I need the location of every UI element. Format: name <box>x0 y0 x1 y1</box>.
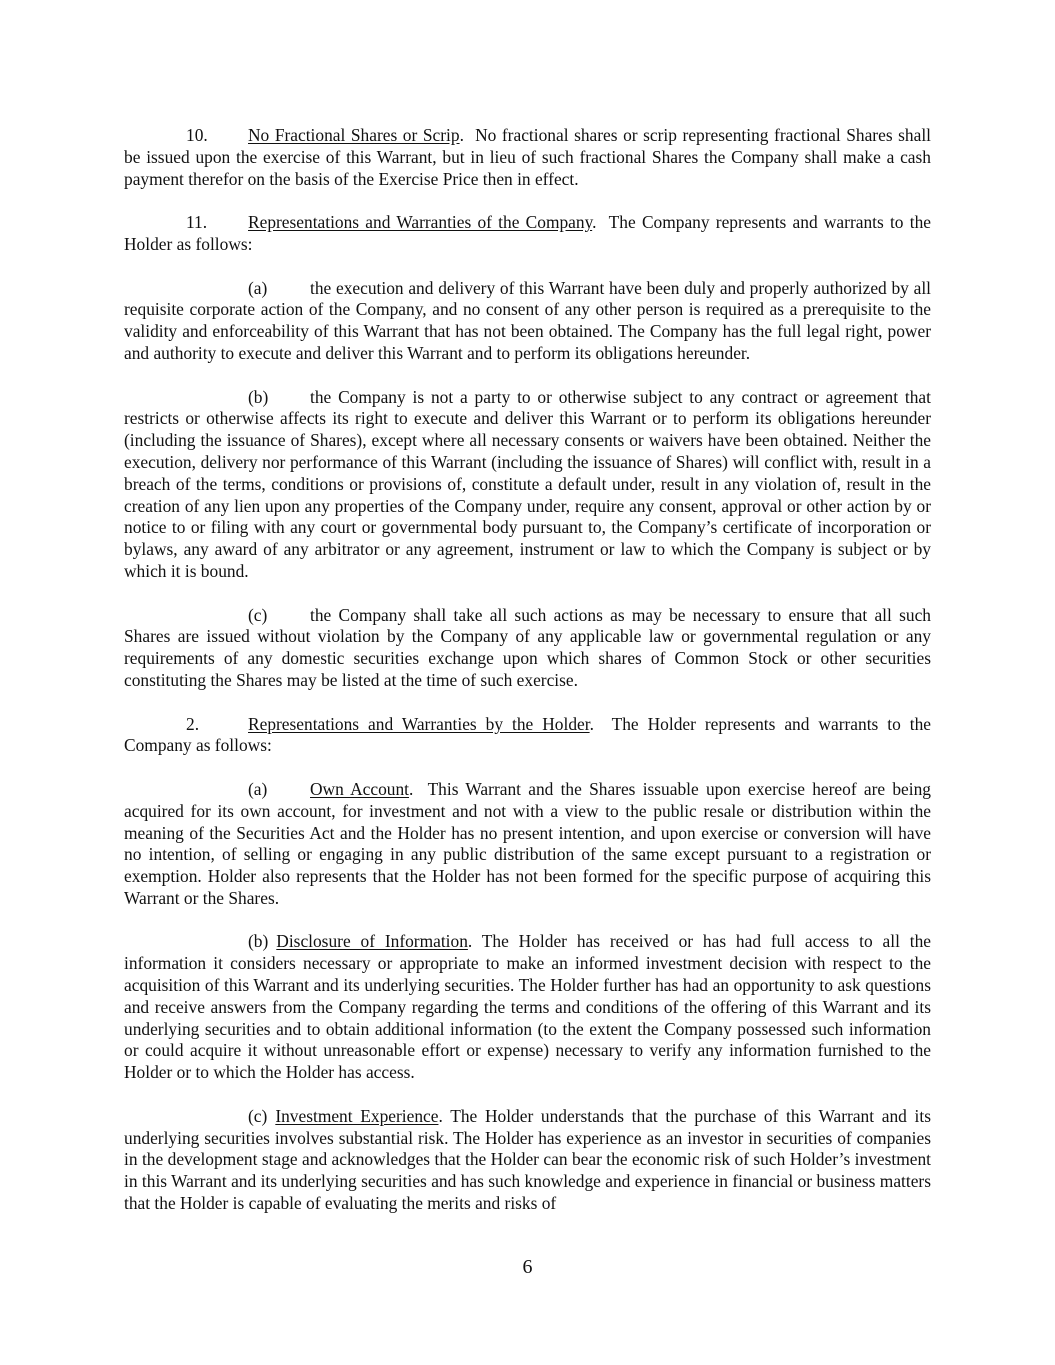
section-number: 10. <box>186 125 208 145</box>
section-11 <box>124 212 931 256</box>
clause-label: (b) <box>248 386 269 407</box>
clause-text: This Warrant and the Shares issuable upon exercise hereof are being acquired for its own account, for investment and not with a view to the public resale or distribution within the meaning of the Securities Act and the Holder has no present intention, and upon exercise or conversion will have no intention, of selling or engaging in any public distribution of the same except pursuant to a registration or exemption. Holder also represents that the Holder has not been formed for the specific purpose of acquiring this Warrant or the Shares. <box>124 778 931 908</box>
heading-punct: . <box>438 1105 443 1126</box>
section-heading: No Fractional Shares or Scrip <box>248 125 460 145</box>
section-2-a <box>124 779 931 910</box>
clause-label: (c) <box>248 1105 268 1126</box>
clause-text: The Holder understands that the purchase of this Warrant and its underlying securities involves substantial risk. The Holder has experience as an investor in securities of companies in the development stage and acknowledges that the Holder can bear the economic risk of such Holder’s investment in this Warrant and its underlying securities and has such knowledge and experience in financial or business matters that the Holder is capable of evaluating the merits and risks of <box>124 1105 931 1214</box>
clause-text: the Company is not a party to or otherwise subject to any contract or agreement that restricts or otherwise affects its right to execute and deliver this Warrant or to perform its obligations hereunder (including the issuance of Shares), except where all necessary consents or waivers have been obtained. Neither the execution, delivery nor performance of this Warrant (including the issuance of Shares) will conflict with, result in a breach of the terms, conditions or provisions of, constitute a default under, result in any violation of, result in the creation of any lien upon any properties of the Company under, require any consent, approval or other action by or notice to or filing with any court or governmental body pursuant to, the Company’s certificate of incorporation or bylaws, any award of any arbitrator or any agreement, instrument or law to which the Company is subject or by which it is bound. <box>124 386 931 581</box>
section-11-c <box>124 605 931 692</box>
clause-text: the execution and delivery of this Warrant have been duly and properly authorized by all requisite corporate action of the Company, and no consent of any other person is required as a prerequisite to the validity and enforceability of this Warrant that has not been obtained. The Company has the full legal right, power and authority to execute and deliver this Warrant and to perform its obligations hereunder. <box>124 277 931 363</box>
clause-heading: Investment Experience <box>275 1105 439 1126</box>
clause-label: (c) <box>248 604 268 625</box>
page-number: 6 <box>522 1256 533 1278</box>
section-2 <box>124 714 931 758</box>
clause-heading: Disclosure of Information <box>276 931 468 952</box>
clause-label: (a) <box>248 778 268 799</box>
clause-heading: Own Account <box>310 778 410 799</box>
heading-punct: . <box>592 212 597 233</box>
heading-punct: . <box>459 125 464 145</box>
clause-text: The Holder has received or has had full access to all the information it considers necessary or appropriate to make an informed investment decision with respect to the acquisition of this Warrant and its underlying securities. The Holder further has had an opportunity to ask questions and receive answers from the Company regarding the terms and conditions of the offering of this Warrant and its underlying securities and to obtain additional information (to the extent the Company possessed such information or could acquire it without unreasonable effort or expense) necessary to verify any information furnished to the Holder or to which the Holder has access. <box>124 931 931 1083</box>
section-number: 2. <box>186 713 200 734</box>
section-text: The Holder represents and warrants to the Company as follows: <box>124 713 932 756</box>
section-number: 11. <box>186 212 208 233</box>
section-10 <box>124 125 931 190</box>
heading-punct: . <box>467 931 473 952</box>
clause-text: the Company shall take all such actions as may be necessary to ensure that all such Shares are issued without violation by the Company of any applicable law or governmental regulation or any requirements of any domestic securities exchange upon which shares of Common Stock or other securities constituting the Shares may be listed at the time of such exercise. <box>124 604 931 690</box>
clause-label: (a) <box>248 277 268 298</box>
heading-punct: . <box>589 713 594 734</box>
section-2-b <box>124 931 931 1084</box>
document-page <box>124 125 931 1237</box>
section-2-c <box>124 1106 931 1215</box>
section-text: The Company represents and warrants to the Holder as follows: <box>124 212 931 254</box>
section-text: No fractional shares or scrip representing fractional Shares shall be issued upon the exercise of this Warrant, but in lieu of such fractional Shares the Company shall make a cash payment therefor on the basis of the Exercise Price then in effect. <box>124 125 931 189</box>
section-heading: Representations and Warranties of the Company <box>248 212 593 233</box>
heading-punct: . <box>409 778 414 799</box>
clause-label: (b) <box>248 931 269 952</box>
section-heading: Representations and Warranties by the Holder <box>248 713 590 734</box>
section-11-b <box>124 387 931 583</box>
section-11-a <box>124 278 931 365</box>
